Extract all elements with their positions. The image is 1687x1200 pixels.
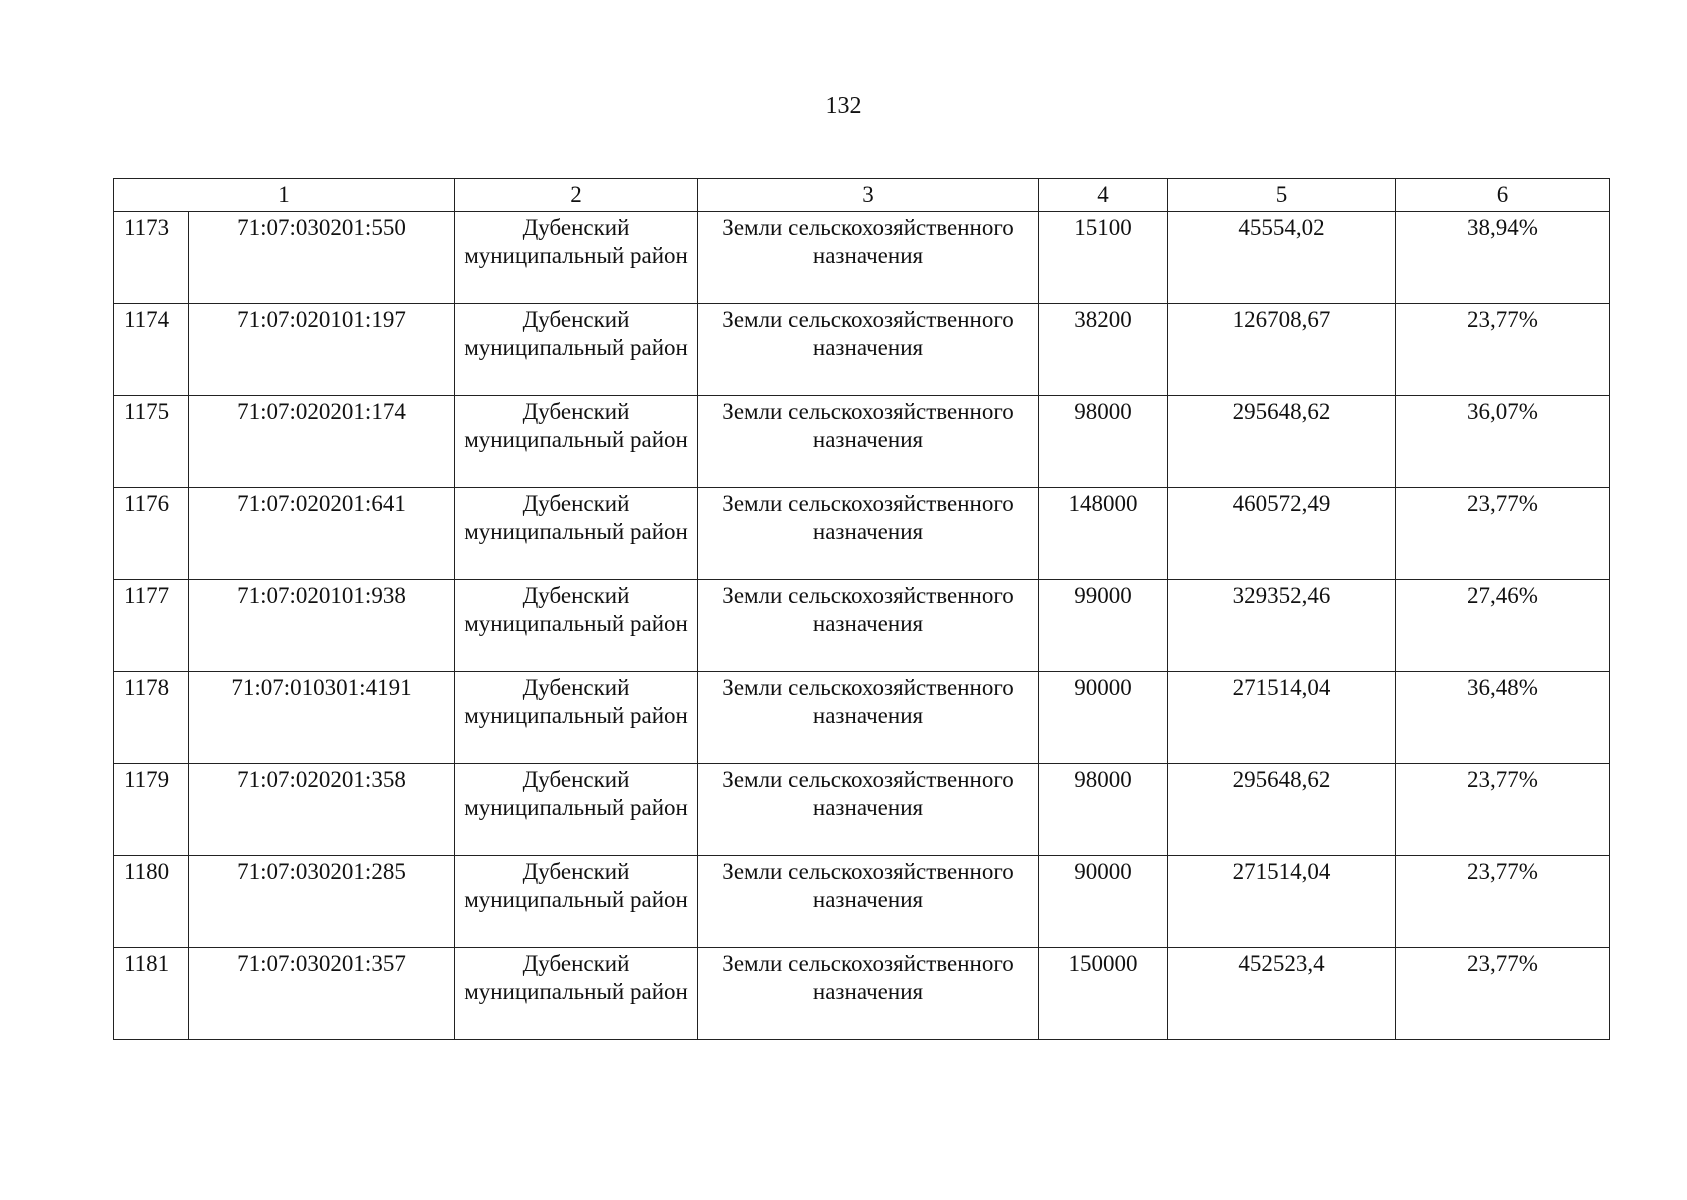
municipality: Дубенский муниципальный район: [455, 212, 698, 304]
area: 38200: [1039, 304, 1168, 396]
municipality: Дубенский муниципальный район: [455, 304, 698, 396]
row-number: 1181: [114, 948, 189, 1040]
cadastral-number: 71:07:020201:174: [189, 396, 455, 488]
land-category: Земли сельскохозяйственного назначения: [698, 488, 1039, 580]
cadastral-number: 71:07:030201:357: [189, 948, 455, 1040]
cadastral-value: 271514,04: [1168, 856, 1396, 948]
table-row: [114, 580, 1610, 672]
cadastral-value: 295648,62: [1168, 396, 1396, 488]
row-number: 1174: [114, 304, 189, 396]
table-row: [114, 212, 1610, 304]
table-row: [114, 304, 1610, 396]
area: 148000: [1039, 488, 1168, 580]
cadastral-value: 460572,49: [1168, 488, 1396, 580]
column-header-1: 1: [114, 179, 455, 212]
cadastral-value: 329352,46: [1168, 580, 1396, 672]
land-category: Земли сельскохозяйственного назначения: [698, 856, 1039, 948]
land-category: Земли сельскохозяйственного назначения: [698, 212, 1039, 304]
area: 98000: [1039, 764, 1168, 856]
cadastral-value: 126708,67: [1168, 304, 1396, 396]
land-category: Земли сельскохозяйственного назначения: [698, 948, 1039, 1040]
municipality: Дубенский муниципальный район: [455, 764, 698, 856]
municipality: Дубенский муниципальный район: [455, 856, 698, 948]
table-row: [114, 948, 1610, 1040]
table-row: [114, 856, 1610, 948]
municipality: Дубенский муниципальный район: [455, 672, 698, 764]
row-number: 1175: [114, 396, 189, 488]
area: 15100: [1039, 212, 1168, 304]
area: 150000: [1039, 948, 1168, 1040]
column-header-3: 3: [698, 179, 1039, 212]
municipality: Дубенский муниципальный район: [455, 948, 698, 1040]
percent: 23,77%: [1396, 764, 1610, 856]
column-header-6: 6: [1396, 179, 1610, 212]
cadastral-number: 71:07:030201:285: [189, 856, 455, 948]
row-number: 1178: [114, 672, 189, 764]
municipality: Дубенский муниципальный район: [455, 396, 698, 488]
percent: 36,07%: [1396, 396, 1610, 488]
cadastral-value: 45554,02: [1168, 212, 1396, 304]
cadastral-value: 295648,62: [1168, 764, 1396, 856]
land-category: Земли сельскохозяйственного назначения: [698, 764, 1039, 856]
percent: 23,77%: [1396, 856, 1610, 948]
page-number: 132: [825, 93, 862, 119]
row-number: 1177: [114, 580, 189, 672]
area: 90000: [1039, 672, 1168, 764]
table-row: [114, 764, 1610, 856]
percent: 23,77%: [1396, 488, 1610, 580]
row-number: 1179: [114, 764, 189, 856]
table-row: [114, 672, 1610, 764]
land-category: Земли сельскохозяйственного назначения: [698, 580, 1039, 672]
cadastral-number: 71:07:020201:358: [189, 764, 455, 856]
row-number: 1173: [114, 212, 189, 304]
cadastral-number: 71:07:020101:938: [189, 580, 455, 672]
cadastral-number: 71:07:020201:641: [189, 488, 455, 580]
cadastral-value: 452523,4: [1168, 948, 1396, 1040]
row-number: 1180: [114, 856, 189, 948]
area: 90000: [1039, 856, 1168, 948]
cadastral-value: 271514,04: [1168, 672, 1396, 764]
percent: 38,94%: [1396, 212, 1610, 304]
table-header-row: [114, 179, 1610, 212]
municipality: Дубенский муниципальный район: [455, 580, 698, 672]
percent: 36,48%: [1396, 672, 1610, 764]
column-header-4: 4: [1039, 179, 1168, 212]
column-header-5: 5: [1168, 179, 1396, 212]
row-number: 1176: [114, 488, 189, 580]
cadastral-number: 71:07:020101:197: [189, 304, 455, 396]
municipality: Дубенский муниципальный район: [455, 488, 698, 580]
column-header-2: 2: [455, 179, 698, 212]
percent: 23,77%: [1396, 304, 1610, 396]
area: 98000: [1039, 396, 1168, 488]
percent: 23,77%: [1396, 948, 1610, 1040]
land-category: Земли сельскохозяйственного назначения: [698, 396, 1039, 488]
cadastral-number: 71:07:010301:4191: [189, 672, 455, 764]
land-category: Земли сельскохозяйственного назначения: [698, 304, 1039, 396]
land-category: Земли сельскохозяйственного назначения: [698, 672, 1039, 764]
table-row: [114, 396, 1610, 488]
land-registry-table: [113, 178, 1610, 1040]
percent: 27,46%: [1396, 580, 1610, 672]
area: 99000: [1039, 580, 1168, 672]
cadastral-number: 71:07:030201:550: [189, 212, 455, 304]
table-row: [114, 488, 1610, 580]
